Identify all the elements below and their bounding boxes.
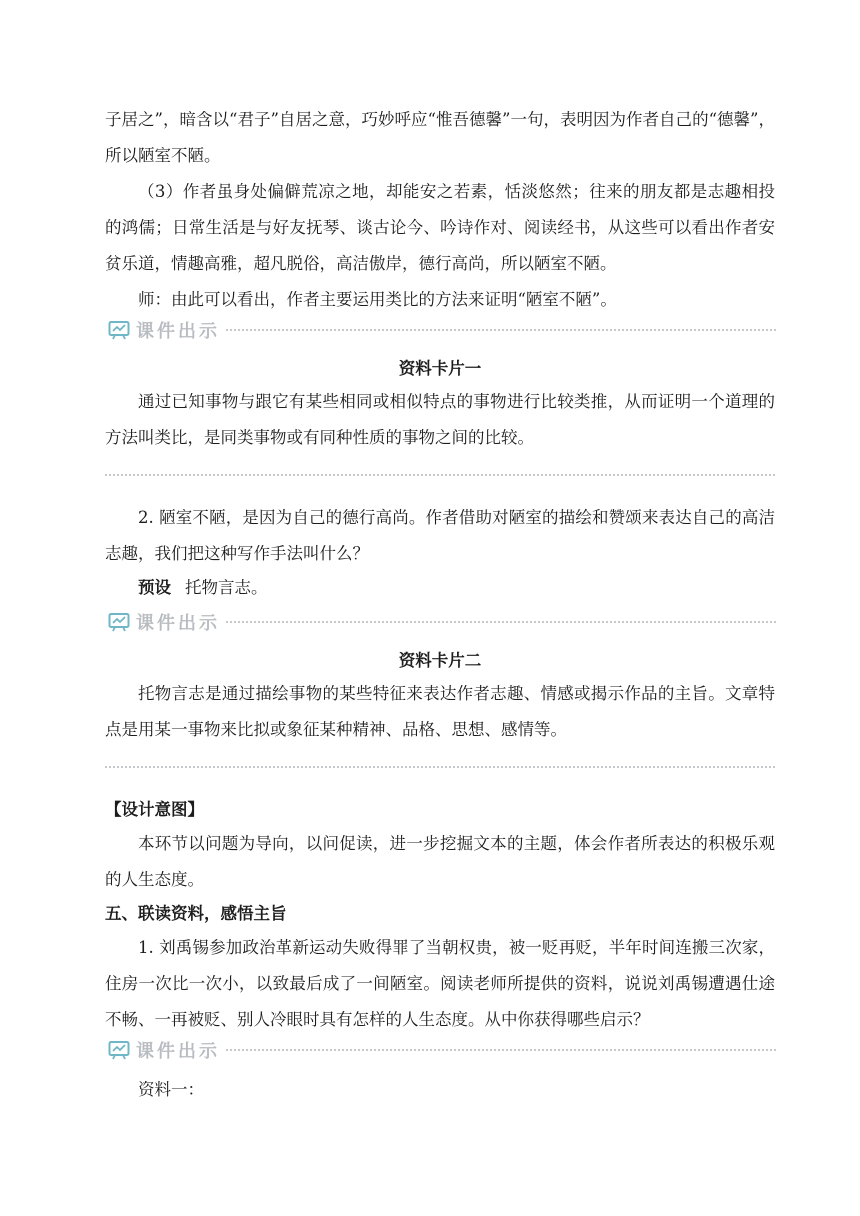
card-separator (105, 766, 775, 768)
design-intent-body: 本环节以问题为导向，以问促读，进一步挖掘文本的主题，体会作者所表达的积极乐观的人生态度。 (105, 834, 775, 889)
design-intent-heading: 【设计意图】 (105, 800, 204, 819)
section-5-question-1: 1. 刘禹锡参加政治革新运动失败得罪了当朝权贵，被一贬再贬，半年时间连搬三次家，住房一次比一次小，以致最后成了一间陋室。阅读老师所提供的资料，说说刘禹锡遭遇仕途不畅、一再被贬、别人冷眼时具有怎样的人生态度。从中你获得哪些启示？ (105, 938, 775, 1029)
question-2: 2. 陋室不陋，是因为自己的德行高尚。作者借助对陋室的描绘和赞颂来表达自己的高洁志趣，我们把这种写作手法叫什么？ (105, 508, 775, 563)
banner-label: 课件出示 (136, 613, 220, 634)
paragraph-teacher-summary: 师：由此可以看出，作者主要运用类比的方法来证明“陋室不陋”。 (138, 290, 617, 309)
card-separator (105, 474, 775, 476)
material-1-label: 资料一： (138, 1080, 204, 1099)
banner-dotted-line (226, 329, 776, 331)
card-title: 资料卡片二 (398, 651, 482, 670)
banner-dotted-line (226, 1049, 776, 1051)
paragraph-continuation: 子居之”，暗含以“君子”自居之意，巧妙呼应“惟吾德馨”一句，表明因为作者自己的“德馨”，所以陋室不陋。 (105, 110, 775, 165)
card-body: 托物言志是通过描绘事物的某些特征来表达作者志趣、情感或揭示作品的主旨。文章特点是用某一事物来比拟或象征某种精神、品格、思想、感情等。 (105, 684, 775, 739)
presentation-board-icon (108, 1040, 130, 1060)
courseware-banner (108, 610, 776, 634)
preset-answer (105, 570, 775, 606)
preset-text: 托物言志。 (185, 578, 268, 597)
banner-label: 课件出示 (136, 1041, 220, 1062)
courseware-banner (108, 1038, 776, 1062)
card-body: 通过已知事物与跟它有某些相同或相似特点的事物进行比较类推，从而证明一个道理的方法叫类比，是同类事物或有同种性质的事物之间的比较。 (105, 392, 775, 447)
presentation-board-icon (108, 612, 130, 632)
presentation-board-icon (108, 320, 130, 340)
paragraph-point-3: （3）作者虽身处偏僻荒凉之地，却能安之若素，恬淡悠然；往来的朋友都是志趣相投的鸿儒；日常生活是与好友抚琴、谈古论今、吟诗作对、阅读经书，从这些可以看出作者安贫乐道，情趣高雅，超凡脱俗，高洁傲岸，德行高尚，所以陋室不陋。 (105, 182, 775, 273)
courseware-banner (108, 318, 776, 342)
banner-dotted-line (226, 621, 776, 623)
preset-label: 预设 (138, 578, 171, 597)
section-5-heading: 五、联读资料，感悟主旨 (105, 904, 287, 923)
banner-label: 课件出示 (136, 321, 220, 342)
card-title: 资料卡片一 (398, 359, 482, 378)
